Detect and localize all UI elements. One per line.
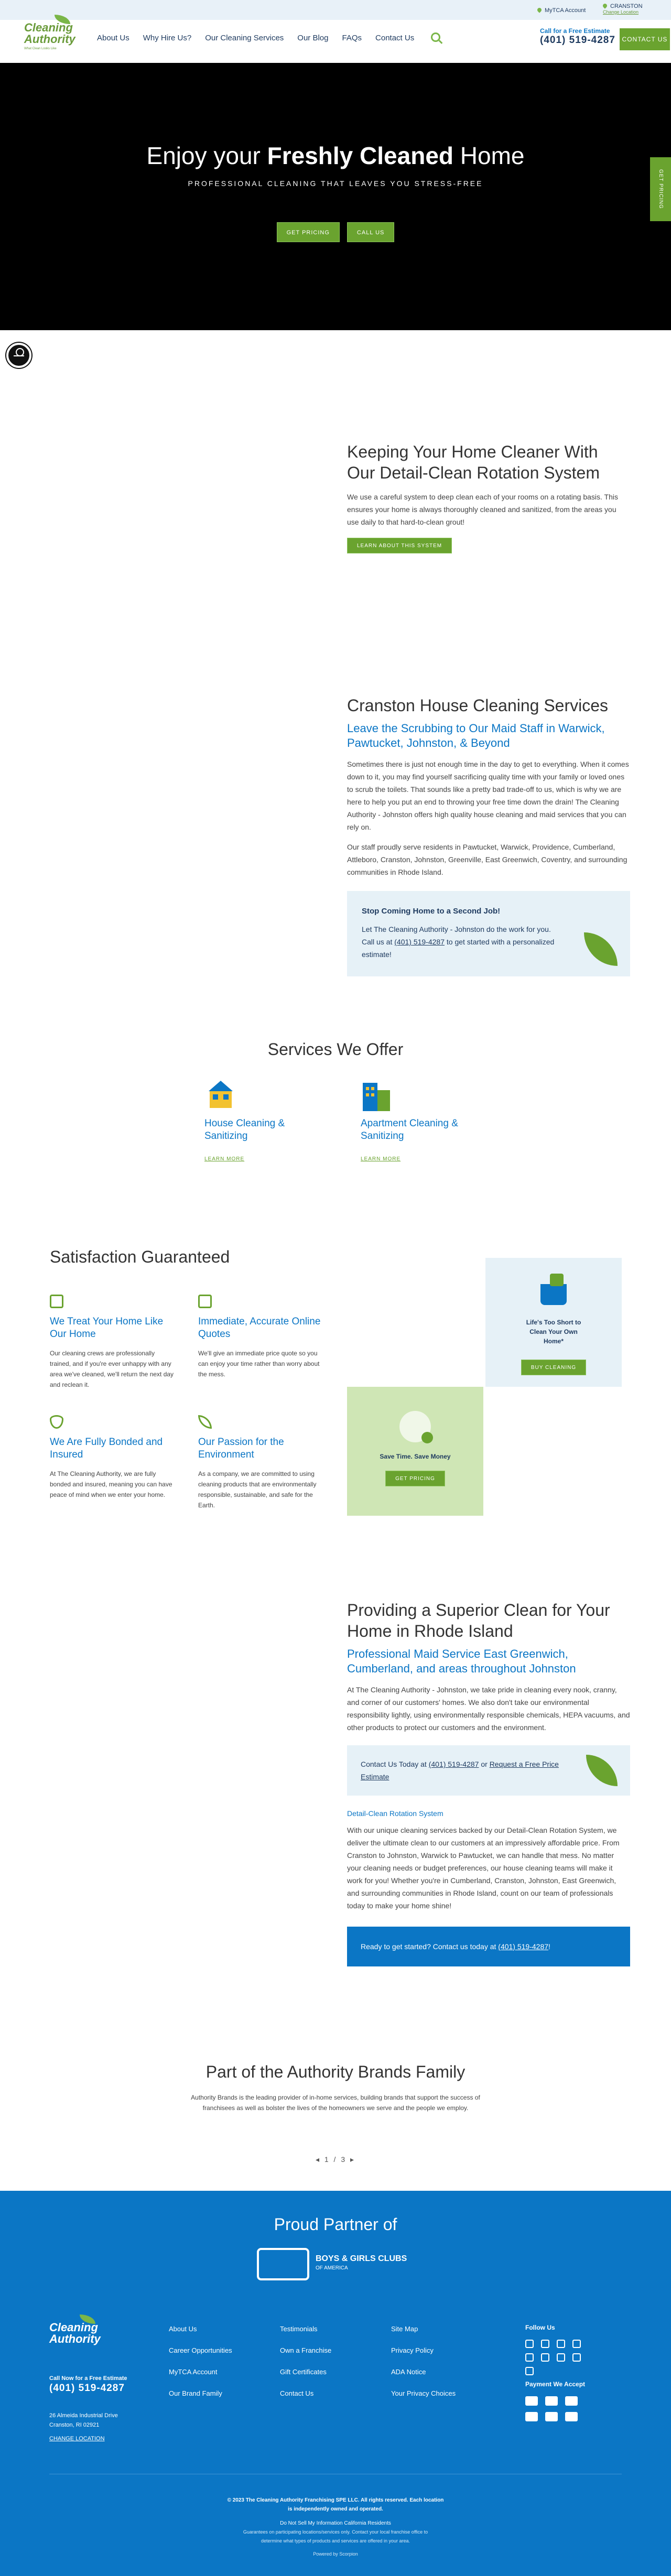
service-house[interactable] [204,1081,309,1162]
payment-title: Payment We Accept [525,2381,586,2388]
footer-link[interactable]: Your Privacy Choices [391,2389,456,2397]
copy-line: © 2023 The Cleaning Authority Franchising SPE LLC. All rights reserved. Each location [227,2497,444,2503]
leaf-icon [584,932,618,966]
learn-system-button[interactable]: LEARN ABOUT THIS SYSTEM [347,538,452,553]
footer [0,2191,671,2576]
footer-address [49,2411,118,2443]
footer-link[interactable]: Site Map [391,2325,418,2333]
discover-icon [565,2396,578,2406]
side-get-pricing-tab[interactable]: GET PRICING [650,157,671,221]
feature-environment [198,1415,324,1510]
copy-line: is independently owned and operated. [288,2506,383,2512]
cranston-title: Cranston House Cleaning Services [347,696,609,715]
footer-link[interactable]: MyTCA Account [169,2368,218,2376]
social-icons [525,2340,593,2375]
shield-icon [50,1415,63,1429]
follow-title: Follow Us [525,2324,555,2331]
check-icon [525,2412,538,2421]
hero-tagline: PROFESSIONAL CLEANING THAT LEAVES YOU STRESS-FREE [188,179,483,188]
logo-wordmark: Cleaning Authority [24,21,75,46]
mastercard-icon [545,2396,558,2406]
privacy-links[interactable]: Do Not Sell My Information California Residents [280,2520,391,2526]
feature-title: Our Passion for the Environment [198,1437,284,1460]
change-location-link[interactable]: Change Location [603,9,639,15]
houzz-icon[interactable] [541,2353,549,2362]
service-house-link[interactable]: LEARN MORE [204,1156,245,1162]
hero-title: Enjoy your Freshly Cleaned Home [146,142,525,169]
location-selector[interactable] [603,3,643,15]
card2-title: Save Time. Save Money [380,1453,451,1460]
facebook-icon[interactable] [525,2340,534,2348]
promo-box [347,891,630,976]
service-apartment[interactable] [361,1081,466,1162]
footer-change-location[interactable]: CHANGE LOCATION [49,2436,105,2442]
superior-title: Providing a Superior Clean for Your Home in Rhode Island [347,1601,610,1640]
rotation-system-link[interactable]: Detail-Clean Rotation System [347,1809,443,1818]
card-life-too-short [485,1258,622,1387]
account-link[interactable] [537,7,586,14]
next-arrow-icon[interactable]: ▸ [350,2155,356,2164]
footer-phone[interactable]: (401) 519-4287 [49,2383,125,2394]
hero-get-pricing-button[interactable]: GET PRICING [277,222,340,242]
rotation-section [347,441,630,553]
promo-title: Stop Coming Home to a Second Job! [362,907,501,916]
feature-treat-home [50,1295,176,1390]
contact-us-button[interactable]: CONTACT US [620,28,670,50]
payment-icons [525,2396,593,2421]
youtube-icon[interactable] [525,2353,534,2362]
feature-desc: Our cleaning crews are professionally trained, and if you're ever unhappy with any area we've cleaned, we'll return the next day and reclean it. [50,1350,174,1388]
logo[interactable] [24,15,77,56]
bgc-name: BOYS & GIRLS CLUBS OF AMERICA [316,2254,407,2271]
contact-phone[interactable]: (401) 519-4287 [428,1760,479,1768]
card-save-time [347,1387,483,1516]
user-icon [536,7,542,13]
clock-icon [399,1411,431,1442]
leaf-icon [586,1755,618,1786]
superior-section [347,1600,630,1966]
footer-col-1 [169,2325,232,2411]
superior-subtitle: Professional Maid Service East Greenwich, Cumberland, and areas throughout Johnston [347,1647,576,1675]
search-icon[interactable] [431,32,440,42]
nav-why-hire[interactable]: Why Hire Us? [143,34,192,42]
feature-title: We Are Fully Bonded and Insured [50,1437,163,1460]
nav-services[interactable]: Our Cleaning Services [205,34,284,42]
card-get-pricing-button[interactable]: GET PRICING [385,1471,445,1486]
footer-link[interactable]: Our Brand Family [169,2389,222,2397]
service-apartment-label: Apartment Cleaning & Sanitizing [361,1118,458,1142]
main-nav [97,34,428,42]
feature-bonded [50,1415,176,1500]
footer-link[interactable]: About Us [169,2325,197,2333]
address-line-2: Cranston, RI 02921 [49,2422,100,2428]
nav-contact[interactable]: Contact Us [375,34,415,42]
powered-by[interactable]: Powered by Scorpion [313,2551,358,2557]
feature-title: Immediate, Accurate Online Quotes [198,1316,321,1340]
contact-box [347,1745,630,1796]
header-phone[interactable]: (401) 519-4287 [540,35,615,46]
leaf-icon [198,1415,212,1429]
brands-body: Authority Brands is the leading provider of in-home services, building brands that support the success of franchisees as well as bolster the lives of the homeowners we serve and the people we employ. [191,2094,480,2112]
footer-link[interactable]: Own a Franchise [280,2346,332,2354]
rotation-body: We use a careful system to deep clean each of your rooms on a rotating basis. This ensures your home is always thoroughly cleaned and sanitized, from the areas you use daily to that hard-to-clean grout! [347,493,618,526]
cranston-p2: Our staff proudly serve residents in Pawtucket, Warwick, Providence, Cumberland, Attleboro, Cranston, Johnston, Greenville, East Greenwich, Coventry, and surrounding communities in Rhode Island. [347,843,627,876]
service-apartment-link[interactable]: LEARN MORE [361,1156,401,1162]
cleaning-bucket-icon [537,1274,570,1306]
visa-icon [525,2396,538,2406]
brands-title: Part of the Authority Brands Family [205,2062,466,2081]
footer-col-3 [391,2325,456,2411]
nav-blog[interactable]: Our Blog [297,34,329,42]
address-line-1: 26 Almeida Industrial Drive [49,2412,118,2419]
site-header [0,0,671,63]
footer-link[interactable]: Privacy Policy [391,2346,434,2354]
house-icon [204,1081,237,1113]
copy-line: Guarantees on participating locations/services only. Contact your local franchise office to [243,2529,428,2535]
partner-title: Proud Partner of [274,2215,397,2234]
quote-icon [198,1295,212,1308]
cranston-subtitle: Leave the Scrubbing to Our Maid Staff in Warwick, Pawtucket, Johnston, & Beyond [347,722,605,749]
cranston-section [347,695,630,976]
nav-faqs[interactable]: FAQs [342,34,362,42]
home-icon [50,1295,63,1308]
cranston-p1: Sometimes there is just not enough time in the day to get to everything. When it comes down to it, you may find yourself sacrificing quality time with your family or loved ones to scrub the toilets. That sounds like a pretty bad trade-off to us, which is why we are here to help you put an end to throwing your free time down the drain! The Cleaning Authority - Johnston offers high quality house cleaning and maid services that you can rely on. [347,760,629,831]
call-label: Call for a Free Estimate [540,27,610,35]
location-name: CRANSTON [610,3,643,9]
request-estimate-link[interactable]: Request a Free Price Estimate [361,1760,559,1781]
footer-col-2 [280,2325,331,2411]
card1-title: Life's Too Short to Clean Your Own Home* [526,1319,581,1345]
pager-count: 1 / 3 [324,2155,347,2164]
footer-link[interactable]: Contact Us [280,2389,314,2397]
yelp-icon[interactable] [572,2353,581,2362]
cash-icon [545,2412,558,2421]
footer-logo[interactable] [49,2314,102,2355]
ready-bar: Ready to get started? Contact us today at (401) 519-4287! [347,1927,630,1966]
footer-link[interactable]: Career Opportunities [169,2346,232,2354]
header-call[interactable] [540,27,615,46]
account-label: MyTCA Account [545,7,586,14]
brands-pager [0,2155,671,2164]
copy-line: determine what types of products and services are offered in your area. [261,2538,410,2544]
contact-text: Contact Us Today at (401) 519-4287 or Request a Free Price Estimate [361,1760,559,1781]
superior-p2: With our unique cleaning services backed by our Detail-Clean Rotation System, we deliver the ultimate clean to our customers at an impressively affordable price. From Cranston to Johnston, Warwick to Pawtucket, we can handle that mess. No matter your cleaning needs or budget preferences, our house cleaning teams will make it work for you! Whether you're in Cumberland, Cranston, Johnston, East Greenwich, and surrounding communities in Rhode Island, count on our team of professionals today to make your home shine! [347,1826,620,1910]
pinterest-icon[interactable] [572,2340,581,2348]
logo-tagline: What Clean Looks Like [24,47,57,50]
nav-about[interactable]: About Us [97,34,129,42]
feature-desc: We'll give an immediate price quote so you can enjoy your time rather than worry about the mess. [198,1350,320,1378]
footer-link[interactable]: ADA Notice [391,2368,426,2376]
nextdoor-icon[interactable] [557,2340,565,2348]
footer-link[interactable]: Gift Certificates [280,2368,327,2376]
buy-cleaning-button[interactable]: BUY CLEANING [521,1360,586,1375]
copyright [0,2496,671,2559]
feature-desc: As a company, we are committed to using cleaning products that are environmentally responsible, sustainable, and safe for the Earth. [198,1470,317,1509]
services-title: Services We Offer [267,1040,404,1059]
promo-text: Let The Cleaning Authority - Johnston do the work for you. Call us at (401) 519-4287 to get started with a personalized estimate! [362,925,555,959]
hero [0,63,671,330]
footer-call-label: Call Now for a Free Estimate [49,2375,127,2382]
prev-arrow-icon[interactable]: ◂ [315,2155,321,2164]
apartment-icon [361,1081,393,1113]
instagram-icon[interactable] [557,2353,565,2362]
ready-phone[interactable]: (401) 519-4287 [498,1942,549,1951]
feature-title: We Treat Your Home Like Our Home [50,1316,164,1340]
footer-logo-word: Cleaning Authority [49,2321,101,2345]
footer-call [49,2375,127,2394]
promo-phone[interactable]: (401) 519-4287 [394,938,445,946]
linkedin-icon[interactable] [525,2367,534,2375]
service-house-label: House Cleaning & Sanitizing [204,1118,285,1142]
bgc-mark-icon [257,2248,309,2280]
accessibility-icon[interactable] [6,343,31,368]
x-icon[interactable] [541,2340,549,2348]
footer-link[interactable]: Testimonials [280,2325,318,2333]
hero-call-us-button[interactable]: CALL US [347,222,394,242]
feature-desc: At The Cleaning Authority, we are fully bonded and insured, meaning you can have peace of mind when we enter your home. [50,1470,172,1498]
location-pin-icon [602,3,608,8]
satisfaction-title: Satisfaction Guaranteed [50,1247,230,1266]
amex-icon [565,2412,578,2421]
rotation-title: Keeping Your Home Cleaner With Our Detail-Clean Rotation System [347,442,600,482]
bgc-logo[interactable] [257,2248,414,2280]
superior-p1: At The Cleaning Authority - Johnston, we take pride in cleaning every nook, cranny, and corner of our customers' homes. We also don't take our environmental responsibility lightly, using environmentally responsible chemicals, HEPA vacuums, and other products to protect our customers and the environment. [347,1686,630,1732]
feature-quotes [198,1295,324,1379]
